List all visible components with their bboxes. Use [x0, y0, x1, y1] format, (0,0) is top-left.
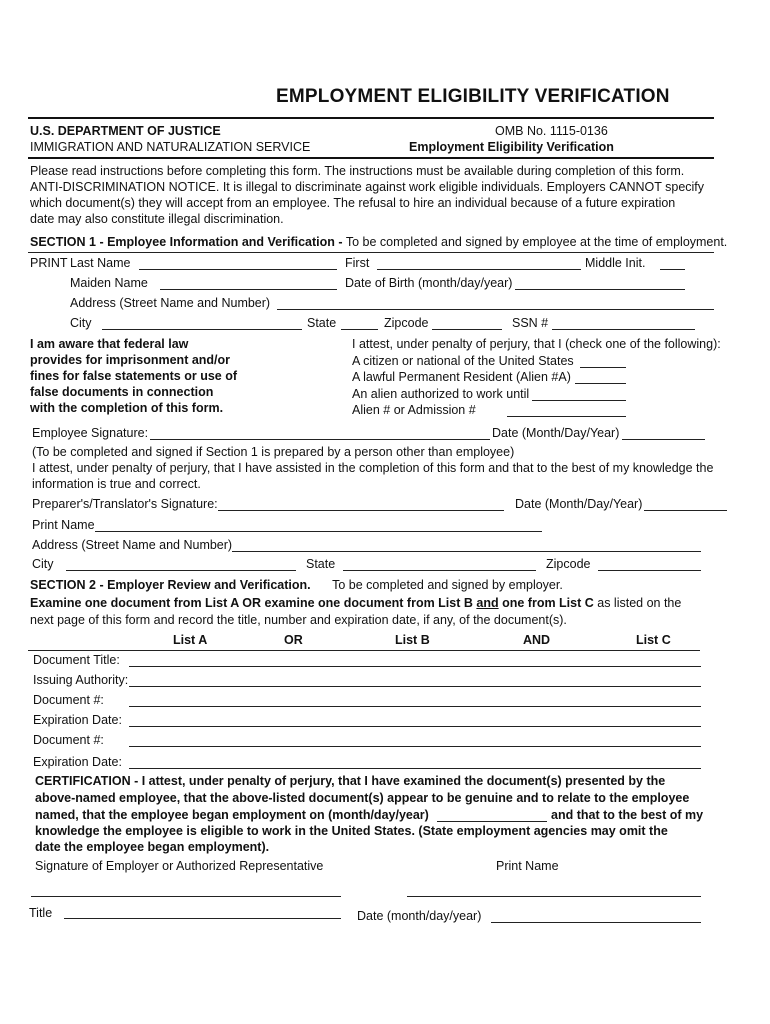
employment-start-date-field[interactable]	[437, 821, 547, 822]
address-field[interactable]	[277, 309, 714, 310]
dob-label: Date of Birth (month/day/year)	[345, 276, 513, 290]
employee-signature-field[interactable]	[150, 439, 490, 440]
header-rule-top	[28, 117, 714, 119]
expiration-date-label: Expiration Date:	[33, 713, 122, 727]
preparer-state-field[interactable]	[343, 570, 536, 571]
preparer-address-field[interactable]	[232, 551, 701, 552]
certification-line3b: and that to the best of my	[551, 808, 704, 822]
maiden-name-label: Maiden Name	[70, 276, 148, 290]
examine-list-c: one from List C	[502, 596, 594, 610]
attest-statement: I attest, under penalty of perjury, that I (check one of the following):	[352, 337, 721, 351]
employer-signature-field[interactable]	[31, 896, 341, 897]
employer-date-field[interactable]	[491, 922, 701, 923]
preparer-date-field[interactable]	[644, 510, 727, 511]
preparer-address-label: Address (Street Name and Number)	[32, 538, 233, 552]
examine-list-a-b: Examine one document from List A OR examine one document from List B	[30, 596, 473, 610]
option-alien-field[interactable]	[532, 400, 626, 401]
option-alien-label: An alien authorized to work until	[352, 387, 530, 401]
preparer-zipcode-field[interactable]	[598, 570, 701, 571]
list-c-header: List C	[636, 633, 671, 647]
employer-date-label: Date (month/day/year)	[357, 909, 482, 923]
list-a-header: List A	[173, 633, 208, 647]
instructions-line1: Please read instructions before completing this form. The instructions must be available during completion of this form.	[30, 164, 685, 178]
preparer-state-label: State	[306, 557, 336, 571]
warning-line4: false documents in connection	[30, 385, 214, 399]
section1-heading-note: To be completed and signed by employee at the time of employment.	[345, 235, 728, 249]
instructions-line4: date may also constitute illegal discrimination.	[30, 212, 284, 226]
preparer-print-name-field[interactable]	[95, 531, 542, 532]
first-name-label: First	[345, 256, 370, 270]
expiration-date-field[interactable]	[129, 726, 701, 727]
preparer-date-label: Date (Month/Day/Year)	[515, 497, 643, 511]
and-header: AND	[523, 633, 551, 647]
state-field[interactable]	[341, 329, 378, 330]
section1-heading-row	[30, 235, 727, 250]
option-resident-label: A lawful Permanent Resident (Alien #A)	[352, 370, 571, 384]
certification-line5: date the employee began employment).	[35, 840, 270, 854]
certification-line2: above-named employee, that the above-listed document(s) appear to be genuine and to relate to the employee	[35, 791, 690, 805]
warning-line5: with the completion of this form.	[30, 401, 224, 415]
section2-heading-row	[30, 578, 563, 593]
or-header: OR	[284, 633, 303, 647]
instructions-line3: which document(s) they will accept from an employee. The refusal to hire an individual because of a future expiration	[30, 196, 676, 210]
document-number-label: Document #:	[33, 693, 104, 707]
section2-heading: SECTION 2 - Employer Review and Verification.	[30, 578, 311, 592]
zipcode-label: Zipcode	[384, 316, 429, 330]
document-number2-label: Document #:	[33, 733, 104, 747]
middle-init-label: Middle Init.	[585, 256, 646, 270]
employer-title-label: Title	[29, 906, 53, 920]
ssn-field[interactable]	[552, 329, 695, 330]
section1-heading: SECTION 1 - Employee Information and Verification -	[30, 235, 343, 249]
print-label: PRINT	[30, 256, 68, 270]
last-name-label: Last Name	[70, 256, 131, 270]
section1-rule	[28, 252, 714, 253]
option-admission-field[interactable]	[507, 416, 626, 417]
certification-line1: CERTIFICATION - I attest, under penalty of perjury, that I have examined the document(s) presented by the	[35, 774, 666, 788]
city-field[interactable]	[102, 329, 302, 330]
preparer-note: (To be completed and signed if Section 1 is prepared by a person other than employee)	[32, 445, 515, 459]
section2-rule	[28, 650, 700, 651]
preparer-print-name-label: Print Name	[32, 518, 95, 532]
section2-heading-note: To be completed and signed by employer.	[332, 578, 563, 592]
preparer-city-label: City	[32, 557, 54, 571]
city-label: City	[70, 316, 92, 330]
header-rule-bottom	[28, 157, 714, 159]
warning-line2: provides for imprisonment and/or	[30, 353, 231, 367]
omb-number: OMB No. 1115-0136	[495, 124, 608, 138]
examine-line1	[30, 596, 681, 611]
agency-line2: IMMIGRATION AND NATURALIZATION SERVICE	[30, 140, 311, 154]
document-number2-field[interactable]	[129, 746, 701, 747]
examine-and: and	[476, 596, 499, 610]
employee-signature-label: Employee Signature:	[32, 426, 149, 440]
issuing-authority-label: Issuing Authority:	[33, 673, 129, 687]
last-name-field[interactable]	[139, 269, 337, 270]
expiration-date2-label: Expiration Date:	[33, 755, 122, 769]
warning-line3: fines for false statements or use of	[30, 369, 238, 383]
preparer-attest-line2: information is true and correct.	[32, 477, 201, 491]
employer-title-field[interactable]	[64, 918, 341, 919]
preparer-attest-line1: I attest, under penalty of perjury, that I have assisted in the completion of this form and that to the best of my knowledge the	[32, 461, 714, 475]
employer-print-name-label: Print Name	[496, 859, 559, 873]
examine-tail: as listed on the	[597, 596, 682, 610]
preparer-signature-label: Preparer's/Translator's Signature:	[32, 497, 218, 511]
expiration-date2-field[interactable]	[129, 768, 701, 769]
document-number-field[interactable]	[129, 706, 701, 707]
form-title: EMPLOYMENT ELIGIBILITY VERIFICATION	[276, 86, 670, 107]
preparer-zipcode-label: Zipcode	[546, 557, 591, 571]
middle-init-field[interactable]	[660, 269, 685, 270]
maiden-name-field[interactable]	[160, 289, 337, 290]
option-resident-field[interactable]	[575, 383, 626, 384]
option-admission-label: Alien # or Admission #	[352, 403, 476, 417]
list-b-header: List B	[395, 633, 430, 647]
document-title-field[interactable]	[129, 666, 701, 667]
employee-date-label: Date (Month/Day/Year)	[492, 426, 620, 440]
address-label: Address (Street Name and Number)	[70, 296, 271, 310]
first-name-field[interactable]	[377, 269, 581, 270]
agency-line1: U.S. DEPARTMENT OF JUSTICE	[30, 124, 221, 138]
document-title-label: Document Title:	[33, 653, 120, 667]
preparer-signature-field[interactable]	[218, 510, 504, 511]
employer-signature-label: Signature of Employer or Authorized Representative	[35, 859, 324, 873]
employee-date-field[interactable]	[622, 439, 705, 440]
dob-field[interactable]	[515, 289, 685, 290]
state-label: State	[307, 316, 337, 330]
ssn-label: SSN #	[512, 316, 549, 330]
warning-line1: I am aware that federal law	[30, 337, 189, 351]
issuing-authority-field[interactable]	[129, 686, 701, 687]
zipcode-field[interactable]	[432, 329, 502, 330]
examine-line2: next page of this form and record the title, number and expiration date, if any, of the document(s).	[30, 613, 567, 627]
instructions-line2: ANTI-DISCRIMINATION NOTICE. It is illegal to discriminate against work eligible individuals. Employers CANNOT specify	[30, 180, 705, 194]
preparer-city-field[interactable]	[66, 570, 296, 571]
form-name: Employment Eligibility Verification	[409, 140, 614, 154]
option-citizen-label: A citizen or national of the United States	[352, 354, 574, 368]
certification-line4: knowledge the employee is eligible to work in the United States. (State employment agencies may omit the	[35, 824, 668, 838]
option-citizen-check[interactable]	[580, 367, 626, 368]
employer-print-name-field[interactable]	[407, 896, 701, 897]
certification-line3a: named, that the employee began employment on (month/day/year)	[35, 808, 429, 822]
